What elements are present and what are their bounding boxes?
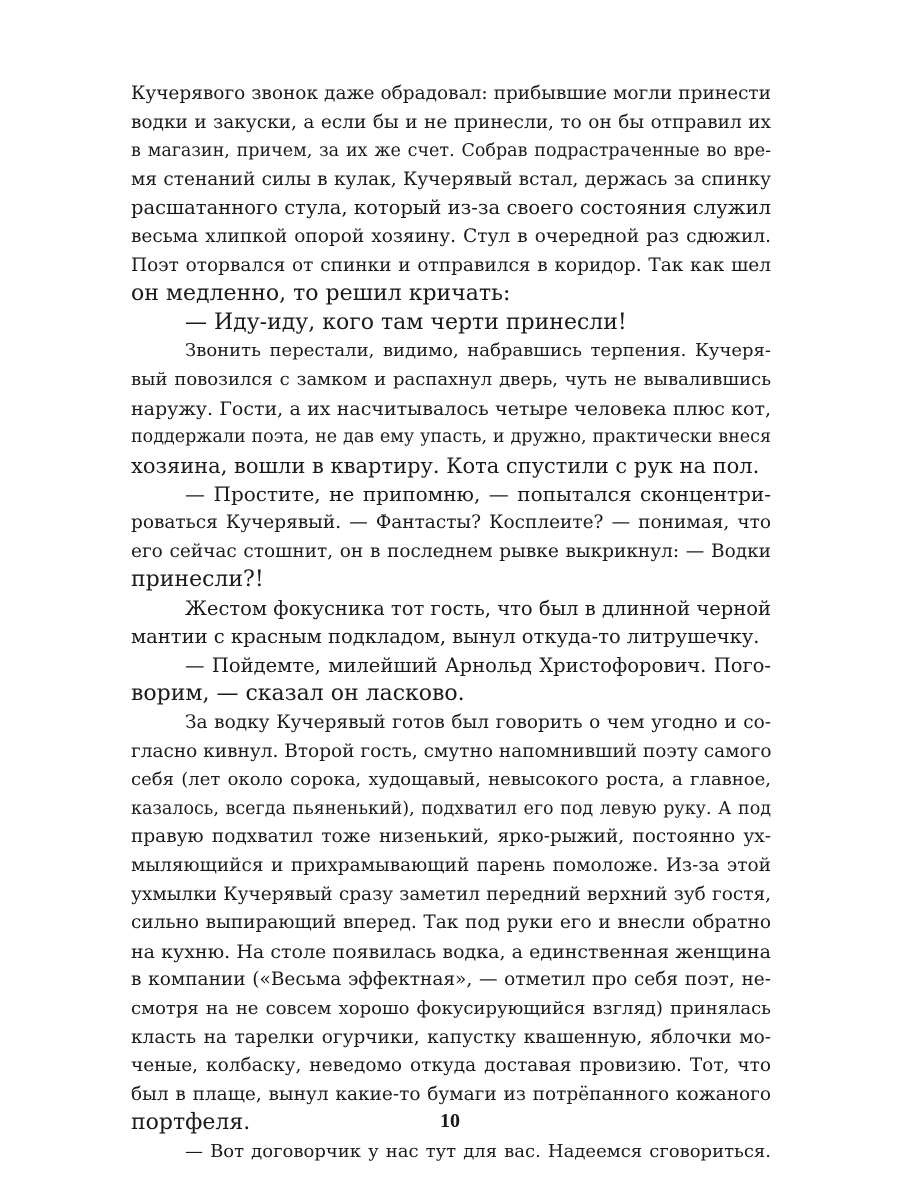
text-line: сильно выпирающий вперед. Так под руки его и внесли обратно xyxy=(131,912,771,934)
page-number: 10 xyxy=(440,1110,460,1132)
text-line: на кухню. На столе появилась водка, а единственная женщина xyxy=(131,940,771,963)
text-line: мыляющийся и прихрамывающий парень помоложе. Из-за этой xyxy=(131,855,771,877)
text-line: — Вот договорчик у нас тут для вас. Надеемся сговориться. xyxy=(185,1140,771,1162)
text-line: себя (лет около сорока, худощавый, невысокого роста, а главное, xyxy=(131,769,771,791)
text-line: — Пойдемте, милейший Арнольд Христофорович. Пого- xyxy=(185,653,771,677)
text-line: в магазин, причем, за их же счет. Собрав подрастраченные во вре- xyxy=(131,141,771,162)
text-line: класть на тарелки огурчики, капустку квашенную, яблочки мо- xyxy=(131,1026,771,1048)
body-text xyxy=(131,80,771,1167)
text-line: хозяина, вошли в квартиру. Кота спустили с рук на пол. xyxy=(131,453,760,478)
text-line: — Простите, не припомню, — попытался сконцентри- xyxy=(185,482,771,507)
text-line: роваться Кучерявый. — Фантасты? Косплеите? — понимая, что xyxy=(131,511,771,533)
text-line: Поэт оторвался от спинки и отправился в коридор. Так как шел xyxy=(131,254,771,276)
text-line: правую подхватил тоже низенький, ярко-рыжий, постоянно ух- xyxy=(131,826,771,848)
text-line: мантии с красным подкладом, вынул откуда-то литрушечку. xyxy=(131,625,760,649)
text-line: казалось, всегда пьяненький), подхватил его под левую руку. А под xyxy=(131,798,771,819)
text-line: ухмылки Кучерявый сразу заметил передний верхний зуб гостя, xyxy=(131,883,771,905)
text-line: поддержали поэта, не дав ему упасть, и дружно, практически внеся xyxy=(131,427,771,448)
text-line: расшатанного стула, который из-за своего состояния служил xyxy=(131,196,771,220)
text-line: вый повозился с замком и распахнул дверь, чуть не вывалившись xyxy=(131,368,771,390)
text-line: Звонить перестали, видимо, набравшись терпения. Кучеря- xyxy=(185,340,771,362)
text-line: он медленно, то решил кричать: xyxy=(131,281,511,307)
text-line: смотря на не совсем хорошо фокусирующийся взгляд) принялась xyxy=(131,998,771,1019)
text-line: Жестом фокусника тот гость, что был в длинной черной xyxy=(185,596,771,620)
text-line: Кучерявого звонок даже обрадовал: прибывшие могли принести xyxy=(131,83,771,104)
text-line: принесли?! xyxy=(131,567,264,593)
text-line: — Иду-иду, кого там черти принесли! xyxy=(185,309,627,335)
text-line: За водку Кучерявый готов был говорить о чем угодно и со- xyxy=(185,712,771,734)
text-line: в компании («Весьма эффектная», — отметил про себя поэт, не- xyxy=(131,969,771,991)
text-line: был в плаще, вынул какие-то бумаги из потрёпанного кожаного xyxy=(131,1083,771,1105)
text-line: ворим, — сказал он ласково. xyxy=(131,681,465,707)
text-line: мя стенаний силы в кулак, Кучерявый встал, держась за спинку xyxy=(131,168,771,190)
text-line: весьма хлипкой опорой хозяину. Стул в очередной раз сдюжил. xyxy=(131,225,771,247)
text-line: гласно кивнул. Второй гость, смутно напомнивший поэту самого xyxy=(131,740,772,762)
text-line: водки и закуски, а если бы и не принесли, то он бы отправил их xyxy=(131,111,771,133)
text-line: его сейчас стошнит, он в последнем рывке выкрикнул: — Водки xyxy=(131,540,771,562)
text-line: портфеля. xyxy=(131,1110,251,1136)
text-line: ченые, колбаску, неведомо откуда доставая провизию. Тот, что xyxy=(131,1055,771,1077)
text-line: наружу. Гости, а их насчитывалось четыре человека плюс кот, xyxy=(131,397,771,420)
